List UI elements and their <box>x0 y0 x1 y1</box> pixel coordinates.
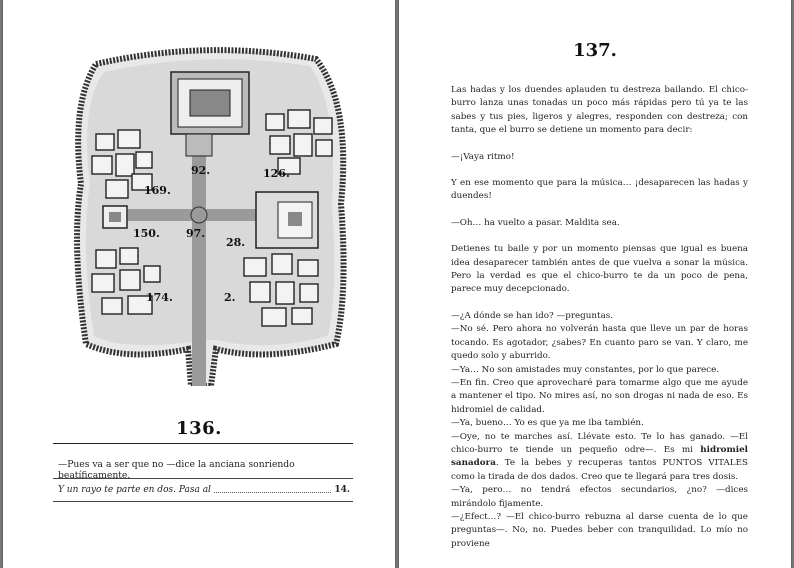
choice-target[interactable]: 14. <box>334 485 350 495</box>
dialogue-line: —Ya, bueno… Yo es que ya me iba también. <box>451 418 644 429</box>
map-label: 126. <box>263 167 290 180</box>
left-page <box>3 0 395 568</box>
entry-body <box>451 84 748 551</box>
item-name: hidromiel sanadora <box>451 444 748 469</box>
dialogue-line: —No sé. Pero ahora no volverán hasta que lleve un par de horas tocando. Es agotador, ¿sabes? En cuanto paro se van. Y claro, me quedo solo y aburrido. <box>451 324 748 362</box>
right-page <box>399 0 791 568</box>
entry-number-137: 137. <box>573 40 617 61</box>
map-label: 150. <box>133 227 160 240</box>
map-label: 2. <box>224 291 236 304</box>
paragraph: Las hadas y los duendes aplauden tu destreza bailando. El chico-burro lanza unas tonadas un poco más rápidas pero tú ya te las sabes y tus pies, ligeros y alegres, responden con destreza; con tanta, que el burro se detiene un momento para decir: <box>451 85 748 136</box>
leader-dots <box>214 492 331 493</box>
dialogue-text: . Te la bebes y recuperas tantos PUNTOS VITALES como la tirada de dos dados. Creo que te llegará para tres dosis. <box>451 458 748 482</box>
map-label: 92. <box>191 164 211 177</box>
paragraph: —Oh… ha vuelto a pasar. Maldita sea. <box>451 217 620 228</box>
divider <box>53 501 353 502</box>
map-label: 169. <box>144 184 171 197</box>
entry-number-136: 136. <box>176 418 222 439</box>
dialogue-line: —En fin. Creo que aprovecharé para tomarme algo que me ayude a mantener el tipo. No mires así, no son drogas ni nada de eso. Es hidromiel de calidad. <box>451 377 748 415</box>
divider <box>53 478 353 479</box>
paragraph: Y en ese momento que para la música… ¡desaparecen las hadas y duendes! <box>451 178 748 202</box>
map-label: 28. <box>226 236 246 249</box>
dialogue-text: —Oye, no te marches así. Llévate esto. Te lo has ganado. —El chico-burro te tiende un pequeño odre—. Es mi <box>451 431 748 455</box>
entry-text: —Pues va a ser que no —dice la anciana sonriendo beatíficamente. <box>58 459 295 481</box>
dialogue-line: —¿Efect…? —El chico-burro rebuzna al darse cuenta de lo que preguntas—. No, no. Puedes beber con tranquilidad. Lo mío no proviene <box>451 511 748 549</box>
village-map <box>66 44 351 386</box>
map-label: 174. <box>146 291 173 304</box>
divider <box>53 443 353 444</box>
choice-text: Y un rayo te parte en dos. Pasa al <box>58 485 211 495</box>
dialogue-line: —¿A dónde se han ido? —preguntas. <box>451 310 614 321</box>
paragraph: —¡Vaya ritmo! <box>451 151 515 162</box>
dialogue-line: —Ya… No son amistades muy constantes, por lo que parece. <box>451 364 720 375</box>
dialogue-line <box>451 431 748 485</box>
choice-link[interactable] <box>58 485 350 495</box>
map-label: 97. <box>186 227 206 240</box>
dialogue-line: —Ya, pero… no tendrá efectos secundarios, ¿no? —dices mirándolo fijamente. <box>451 485 748 509</box>
paragraph: Detienes tu baile y por un momento piensas que igual es buena idea desaparecer también antes de que vuelva a sonar la música. Pero la verdad es que el chico-burro te da un poco de pena, parece muy decepcionado. <box>451 244 748 295</box>
